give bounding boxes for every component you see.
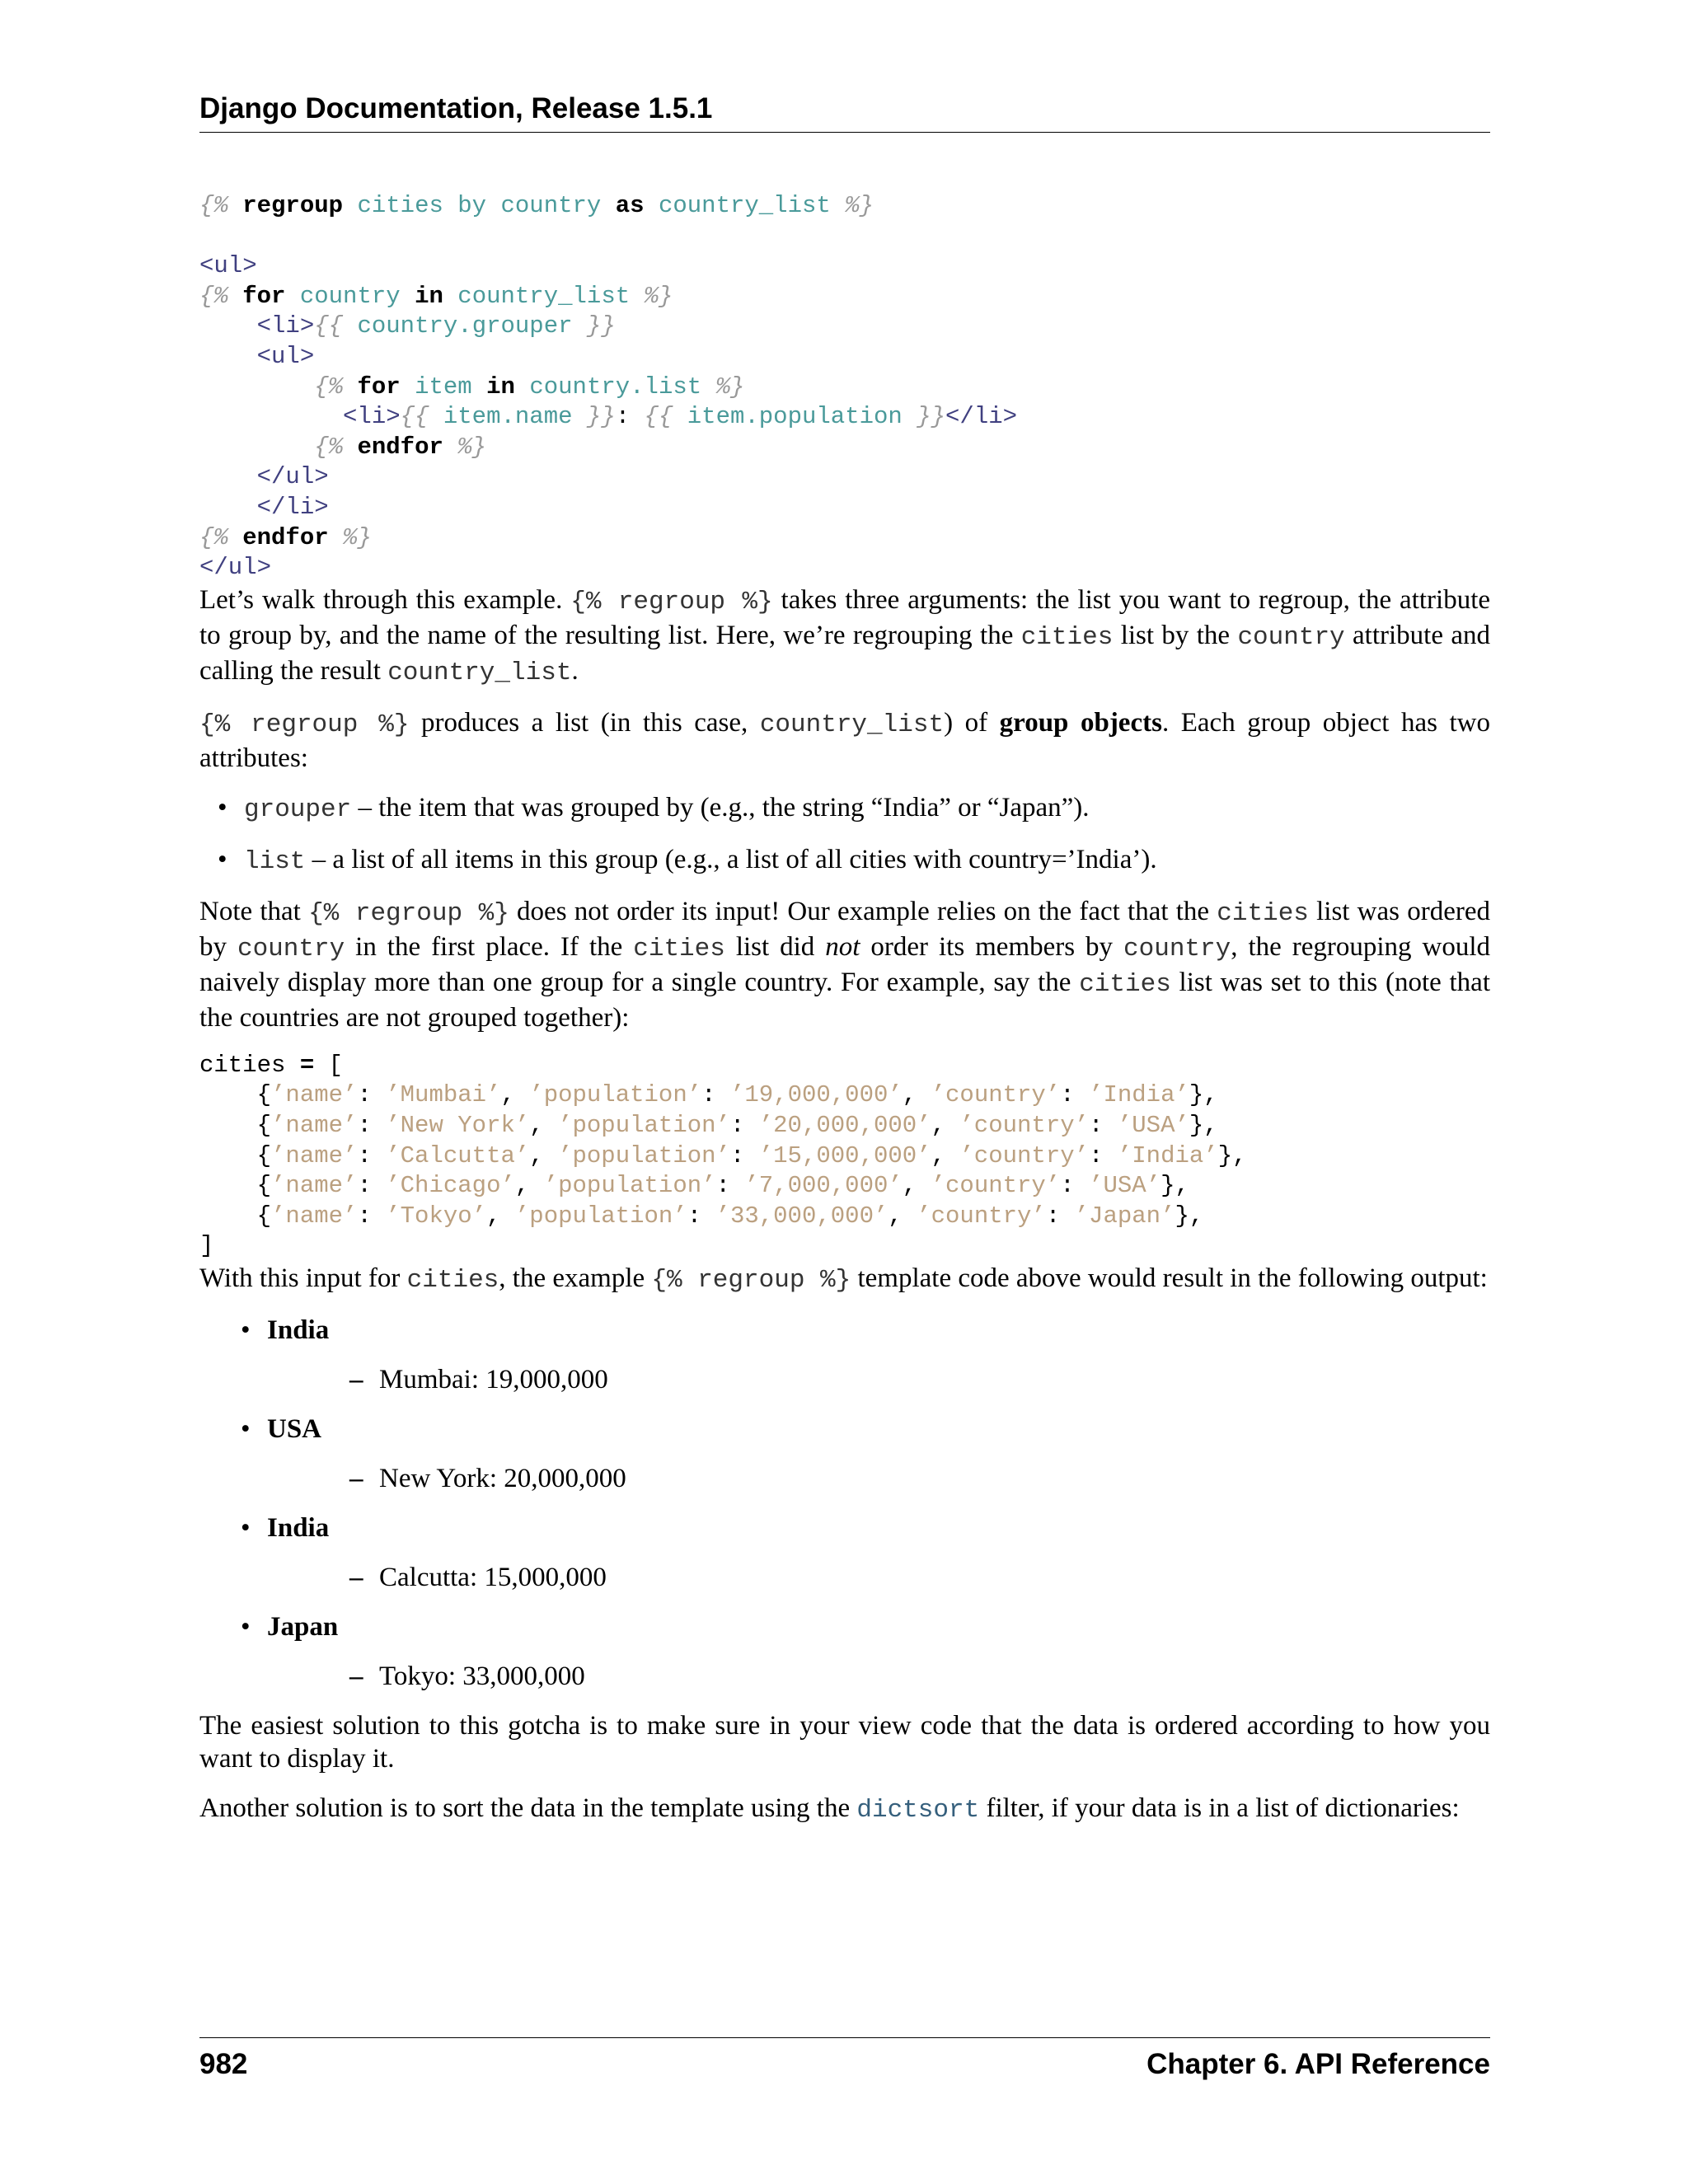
code-token: country bbox=[299, 282, 401, 310]
code-token: ’country’ bbox=[959, 1111, 1090, 1139]
code-token: country_list bbox=[457, 282, 631, 310]
code-token: ’name’ bbox=[271, 1172, 358, 1200]
city-list bbox=[267, 1462, 1490, 1495]
text-run: list did bbox=[724, 931, 826, 962]
text-run: takes three arguments: the list you want to regroup, the attribute to group by, and the name of the resulting list. Here, we’re regrouping the bbox=[199, 584, 1491, 650]
text-run: Note that bbox=[199, 896, 309, 926]
code-token: : bbox=[1089, 1141, 1118, 1169]
city-list-item: – Tokyo: 33,000,000 bbox=[379, 1660, 1490, 1693]
running-header: Django Documentation, Release 1.5.1 bbox=[199, 91, 1490, 133]
code-token: %} bbox=[328, 523, 372, 551]
code-token: for bbox=[357, 373, 401, 401]
code-token: : bbox=[357, 1141, 387, 1169]
country-name: • USA bbox=[267, 1413, 322, 1444]
text-run: – a list of all items in this group (e.g., a list of all cities with country=’India’). bbox=[305, 844, 1157, 874]
inline-code: cities bbox=[1020, 622, 1114, 652]
inline-code: country_list bbox=[759, 710, 945, 739]
code-token: : bbox=[357, 1111, 387, 1139]
code-token: ’India’ bbox=[1089, 1081, 1189, 1109]
text-run: template code above would result in the following output: bbox=[851, 1263, 1488, 1293]
paragraph-solution bbox=[199, 1709, 1490, 1775]
paragraph-dictsort bbox=[199, 1792, 1490, 1827]
code-token: <li> bbox=[343, 403, 401, 431]
code-token bbox=[199, 373, 314, 401]
inline-code: cities bbox=[633, 934, 725, 963]
code-token bbox=[199, 343, 257, 370]
code-token: {{ bbox=[644, 403, 687, 431]
code-token: {% bbox=[314, 373, 358, 401]
code-token: }} bbox=[572, 403, 616, 431]
inline-code: country bbox=[1237, 622, 1345, 652]
code-token: ’name’ bbox=[271, 1141, 358, 1169]
code-token: , bbox=[902, 1172, 931, 1200]
country-list-item bbox=[267, 1610, 1490, 1693]
text-run: attribute and calling the result bbox=[199, 620, 1490, 686]
code-token: }, bbox=[1189, 1081, 1218, 1109]
code-token: , bbox=[529, 1111, 559, 1139]
code-token: cities bbox=[199, 1051, 300, 1079]
code-token: in bbox=[486, 373, 515, 401]
code-token: ’20,000,000’ bbox=[758, 1111, 931, 1139]
code-token: by bbox=[457, 192, 487, 219]
text-run: does not order its input! Our example relies on the fact that the bbox=[509, 896, 1217, 926]
paragraph-walkthrough bbox=[199, 583, 1490, 690]
code-token: ’USA’ bbox=[1089, 1172, 1161, 1200]
code-token: : bbox=[357, 1081, 387, 1109]
code-token: { bbox=[199, 1141, 272, 1169]
code-token: country.list bbox=[529, 373, 702, 401]
code-token: }, bbox=[1217, 1141, 1247, 1169]
code-token: ’population’ bbox=[529, 1081, 702, 1109]
code-token: item.name bbox=[443, 403, 573, 431]
code-token: %} bbox=[443, 433, 487, 461]
code-token: : bbox=[715, 1172, 745, 1200]
inline-code: {% regroup %} bbox=[651, 1265, 851, 1295]
code-token bbox=[199, 463, 257, 490]
text-run: . Each group object has two attributes: bbox=[199, 707, 1491, 773]
text-run: list was ordered by bbox=[199, 896, 1490, 962]
code-token bbox=[601, 192, 615, 219]
country-name: • Japan bbox=[267, 1611, 339, 1642]
code-token: country_list bbox=[658, 192, 831, 219]
code-token: item bbox=[415, 373, 472, 401]
code-token: {% bbox=[199, 192, 243, 219]
text-run: – the item that was grouped by (e.g., the string “India” or “Japan”). bbox=[351, 792, 1090, 823]
code-token: : bbox=[1060, 1172, 1090, 1200]
text-run: , the regrouping would naively display more than one group for a single country. For example, say the bbox=[199, 931, 1490, 997]
city-list bbox=[267, 1660, 1490, 1693]
code-token: </li> bbox=[256, 493, 329, 521]
code-token: : bbox=[687, 1202, 716, 1230]
code-token: { bbox=[199, 1111, 272, 1139]
code-token bbox=[199, 494, 257, 521]
text-run: . bbox=[571, 655, 579, 686]
code-token: in bbox=[415, 282, 443, 310]
paragraph-ordering-note bbox=[199, 895, 1490, 1034]
code-token: endfor bbox=[242, 523, 329, 551]
code-token: {% bbox=[199, 523, 243, 551]
inline-code: country bbox=[237, 934, 345, 963]
inline-code: {% regroup %} bbox=[199, 710, 410, 739]
code-token: ’population’ bbox=[558, 1141, 730, 1169]
attribute-list-item bbox=[244, 791, 1490, 827]
code-token: ’country’ bbox=[917, 1202, 1046, 1230]
code-token: ’Chicago’ bbox=[386, 1172, 515, 1200]
running-footer bbox=[199, 2037, 1490, 2083]
code-token: ’country’ bbox=[931, 1081, 1061, 1109]
chapter-title: Chapter 6. API Reference bbox=[1146, 2048, 1490, 2080]
code-token: }, bbox=[1189, 1111, 1218, 1139]
code-token: as bbox=[615, 192, 645, 219]
code-token bbox=[443, 192, 457, 219]
code-token: %} bbox=[830, 192, 874, 219]
regroup-output-list bbox=[199, 1314, 1490, 1693]
code-token: ’USA’ bbox=[1117, 1111, 1189, 1139]
page-content bbox=[199, 191, 1490, 1844]
code-token: : bbox=[357, 1172, 387, 1200]
text-run: list by the bbox=[1113, 620, 1238, 650]
code-token: %} bbox=[701, 373, 745, 401]
code-token: {% bbox=[199, 282, 243, 310]
code-token bbox=[472, 373, 486, 401]
code-token: , bbox=[500, 1081, 530, 1109]
code-token: : bbox=[357, 1202, 387, 1230]
country-name: • India bbox=[267, 1315, 330, 1345]
italic-text: not bbox=[825, 931, 860, 962]
text-run: produces a list (in this case, bbox=[409, 707, 760, 738]
text-run: The easiest solution to this gotcha is to make sure in your view code that the data is ordered according to how you want to display it. bbox=[199, 1710, 1490, 1774]
inline-code: grouper bbox=[244, 794, 352, 824]
group-attributes-list bbox=[199, 791, 1490, 879]
code-token: , bbox=[902, 1081, 931, 1109]
code-token: { bbox=[199, 1202, 272, 1230]
code-token: ’15,000,000’ bbox=[758, 1141, 931, 1169]
code-token: , bbox=[514, 1172, 544, 1200]
template-code-block bbox=[199, 191, 1490, 583]
country-list-item bbox=[267, 1413, 1490, 1495]
code-token: ’33,000,000’ bbox=[715, 1202, 889, 1230]
code-token: ’Calcutta’ bbox=[386, 1141, 530, 1169]
code-token bbox=[199, 312, 257, 340]
code-token: ] bbox=[199, 1232, 214, 1260]
code-token: }} bbox=[572, 312, 616, 340]
code-token: ’Japan’ bbox=[1074, 1202, 1175, 1230]
code-token: for bbox=[242, 282, 286, 310]
code-token: ’New York’ bbox=[386, 1111, 530, 1139]
code-token bbox=[515, 373, 529, 401]
inline-code: cities bbox=[1079, 969, 1171, 999]
code-token: regroup bbox=[242, 192, 344, 219]
code-token: }} bbox=[902, 403, 946, 431]
code-token: item.population bbox=[687, 403, 903, 431]
bold-text: group objects bbox=[999, 707, 1162, 738]
code-token: : bbox=[615, 403, 645, 431]
code-token bbox=[199, 403, 343, 430]
inline-code: cities bbox=[406, 1265, 499, 1295]
inline-link: dictsort bbox=[856, 1795, 980, 1825]
text-run: list was set to this (note that the countries are not grouped together): bbox=[199, 967, 1490, 1033]
inline-code: {% regroup %} bbox=[570, 587, 773, 616]
code-token: {{ bbox=[400, 403, 443, 431]
code-token: : bbox=[701, 1081, 730, 1109]
code-token: <ul> bbox=[256, 342, 315, 370]
country-list-item bbox=[267, 1511, 1490, 1594]
code-token: {% bbox=[314, 433, 358, 461]
code-token: = bbox=[299, 1051, 315, 1079]
inline-code: country bbox=[1123, 934, 1231, 963]
country-name: • India bbox=[267, 1512, 330, 1543]
text-run: With this input for bbox=[199, 1263, 407, 1293]
city-list-item: – Calcutta: 15,000,000 bbox=[379, 1561, 1490, 1594]
attribute-list-item bbox=[244, 843, 1490, 879]
code-token: { bbox=[199, 1172, 272, 1200]
text-run: Let’s walk through this example. bbox=[199, 584, 571, 615]
code-token: : bbox=[729, 1141, 759, 1169]
code-token: ’Mumbai’ bbox=[386, 1081, 501, 1109]
paragraph-output-intro bbox=[199, 1262, 1490, 1297]
inline-code: list bbox=[244, 846, 306, 876]
page-number: 982 bbox=[199, 2048, 248, 2080]
code-token: cities bbox=[357, 192, 443, 219]
code-token: <li> bbox=[256, 312, 315, 340]
code-token bbox=[401, 373, 415, 401]
code-token: </ul> bbox=[256, 463, 329, 491]
code-token: ’19,000,000’ bbox=[729, 1081, 903, 1109]
python-code-block bbox=[199, 1051, 1490, 1262]
code-token: ’population’ bbox=[558, 1111, 730, 1139]
code-token: ’Tokyo’ bbox=[386, 1202, 487, 1230]
code-token: ’7,000,000’ bbox=[744, 1172, 903, 1200]
code-token: country.grouper bbox=[357, 312, 573, 340]
city-list bbox=[267, 1363, 1490, 1396]
code-token bbox=[443, 283, 457, 310]
code-token: , bbox=[486, 1202, 515, 1230]
text-run: order its members by bbox=[860, 931, 1124, 962]
code-token: </ul> bbox=[199, 554, 272, 582]
code-token: ’name’ bbox=[271, 1202, 358, 1230]
code-token: ’name’ bbox=[271, 1111, 358, 1139]
code-token: : bbox=[1045, 1202, 1075, 1230]
code-token bbox=[343, 192, 357, 219]
code-token: </li> bbox=[945, 403, 1018, 431]
country-list-item bbox=[267, 1314, 1490, 1396]
code-token: }, bbox=[1175, 1202, 1204, 1230]
code-token bbox=[486, 192, 500, 219]
code-token: ’country’ bbox=[931, 1172, 1061, 1200]
code-token: ’population’ bbox=[514, 1202, 687, 1230]
code-token: ’India’ bbox=[1117, 1141, 1218, 1169]
code-token: {{ bbox=[314, 312, 358, 340]
city-list bbox=[267, 1561, 1490, 1594]
code-token bbox=[645, 192, 659, 219]
code-token bbox=[199, 434, 314, 461]
code-token bbox=[285, 283, 299, 310]
city-list-item: – Mumbai: 19,000,000 bbox=[379, 1363, 1490, 1396]
inline-code: cities bbox=[1217, 898, 1309, 928]
code-token: , bbox=[888, 1202, 917, 1230]
text-run: ) of bbox=[944, 707, 1000, 738]
code-token: <ul> bbox=[199, 252, 257, 280]
code-token: %} bbox=[630, 282, 673, 310]
code-token: [ bbox=[314, 1051, 344, 1079]
code-token: country bbox=[500, 192, 602, 219]
text-run: filter, if your data is in a list of dictionaries: bbox=[979, 1793, 1460, 1823]
code-token: ’country’ bbox=[959, 1141, 1090, 1169]
text-run: , the example bbox=[499, 1263, 652, 1293]
code-token: ’name’ bbox=[271, 1081, 358, 1109]
code-token: : bbox=[1060, 1081, 1090, 1109]
code-token: , bbox=[529, 1141, 559, 1169]
city-list-item: – New York: 20,000,000 bbox=[379, 1462, 1490, 1495]
text-run: Another solution is to sort the data in the template using the bbox=[199, 1793, 857, 1823]
code-token: , bbox=[931, 1141, 960, 1169]
code-token: }, bbox=[1160, 1172, 1189, 1200]
code-token: : bbox=[1089, 1111, 1118, 1139]
code-token: { bbox=[199, 1081, 272, 1109]
code-token: , bbox=[931, 1111, 960, 1139]
code-token: ’population’ bbox=[543, 1172, 716, 1200]
text-run: in the first place. If the bbox=[345, 931, 634, 962]
paragraph-group-objects bbox=[199, 706, 1490, 775]
inline-code: {% regroup %} bbox=[308, 898, 509, 928]
inline-code: country_list bbox=[387, 658, 572, 687]
code-token: endfor bbox=[357, 433, 443, 461]
code-token bbox=[401, 283, 415, 310]
code-token: : bbox=[729, 1111, 759, 1139]
